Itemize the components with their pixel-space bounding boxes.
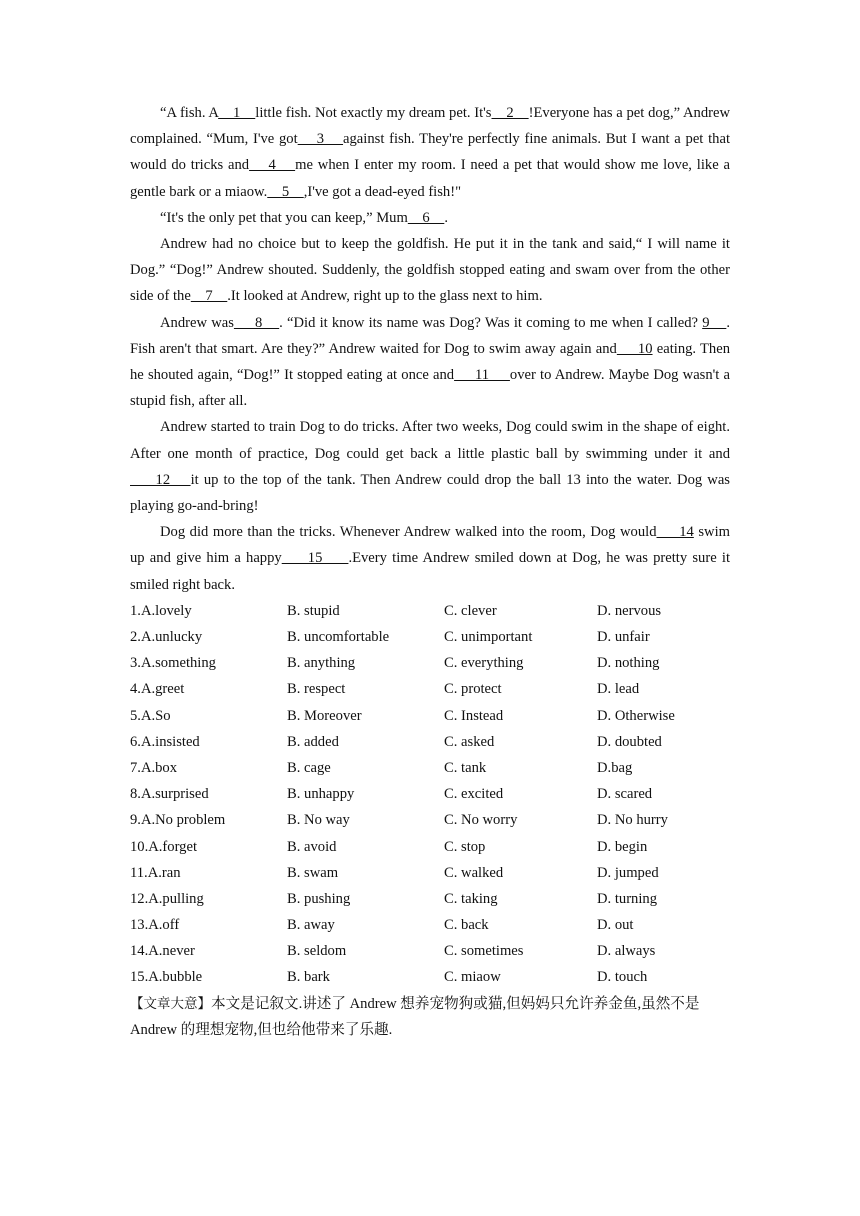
cloze-blank: 11 <box>454 367 510 384</box>
passage-text: .Every time Andrew smiled down at Dog, he was pretty sure it smiled right back. <box>130 550 731 593</box>
option-choice: D. nothing <box>597 655 660 672</box>
option-choice: B. cage <box>287 759 331 776</box>
passage-paragraph <box>130 310 730 415</box>
option-choice: C. Instead <box>444 707 504 724</box>
option-choice: B. bark <box>287 969 330 986</box>
option-row <box>130 860 730 886</box>
option-choice: 10.A.forget <box>130 838 198 855</box>
passage-text: me when I enter my room. I need a pet that would show me love, like a gentle bark or a miaow. <box>130 157 730 200</box>
passage <box>130 100 730 598</box>
passage-text: .It looked at Andrew, right up to the glass next to him. <box>227 288 543 305</box>
option-row <box>130 729 730 755</box>
passage-text: over to Andrew. Maybe Dog wasn't a stupid fish, after all. <box>130 367 730 410</box>
passage-text: . “Did it know its name was Dog? Was it coming to me when I called? <box>279 314 703 331</box>
summary-heading: 【文章大意】 <box>130 995 211 1012</box>
option-choice: D. nervous <box>597 602 662 619</box>
option-row <box>130 781 730 807</box>
option-choice: B. unhappy <box>287 786 355 803</box>
summary-text: 本文是记叙文.讲述了 Andrew 想养宠物狗或猫,但妈妈只允许养金鱼,虽然不是 Andrew 的理想宠物,但也给他带来了乐趣. <box>130 995 700 1038</box>
option-choice: 2.A.unlucky <box>130 629 203 646</box>
option-choice: B. avoid <box>287 838 337 855</box>
option-choice: D. scared <box>597 786 653 803</box>
passage-text: !Everyone has a pet dog,” Andrew complained. “Mum, I've got <box>130 105 731 148</box>
option-choice: 15.A.bubble <box>130 969 203 986</box>
option-row <box>130 807 730 833</box>
passage-paragraph <box>130 100 730 205</box>
option-row <box>130 938 730 964</box>
option-choice: D. begin <box>597 838 648 855</box>
passage-text: . <box>444 209 448 226</box>
passage-paragraph <box>130 205 730 231</box>
option-choice: C. everything <box>444 655 524 672</box>
cloze-blank: 5 <box>267 183 304 200</box>
option-choice: 5.A.So <box>130 707 171 724</box>
option-choice: B. pushing <box>287 890 351 907</box>
option-row <box>130 886 730 912</box>
option-choice: B. seldom <box>287 943 347 960</box>
passage-text: little fish. Not exactly my dream pet. It's <box>255 105 492 121</box>
option-choice: C. excited <box>444 786 504 803</box>
option-choice: D. lead <box>597 681 640 698</box>
option-choice: D. Otherwise <box>597 707 675 724</box>
passage-paragraph <box>130 519 730 598</box>
option-choice: B. Moreover <box>287 707 362 724</box>
option-row <box>130 676 730 702</box>
passage-text: . Fish aren't that smart. Are they?” Andrew waited for Dog to swim away again and <box>130 314 730 357</box>
option-choice: 13.A.off <box>130 917 180 934</box>
document-page <box>130 100 730 1043</box>
cloze-blank: 2 <box>491 105 529 121</box>
option-choice: 1.A.lovely <box>130 602 192 619</box>
passage-text: Andrew was <box>160 314 234 331</box>
option-choice: 6.A.insisted <box>130 733 200 750</box>
option-choice: B. added <box>287 733 339 750</box>
option-choice: C. unimportant <box>444 629 533 646</box>
cloze-blank: 14 <box>656 524 694 541</box>
passage-text: “A fish. A <box>160 105 219 121</box>
option-row <box>130 650 730 676</box>
option-choice: C. walked <box>444 864 504 881</box>
passage-text: Andrew had no choice but to keep the goldfish. He put it in the tank and said,“ I will name it Dog.” “Dog!” Andrew shouted. Suddenly, the goldfish stopped eating and swam over from the other side of the <box>130 236 730 305</box>
option-choice: D. always <box>597 943 656 960</box>
option-choice: C. asked <box>444 733 495 750</box>
option-row <box>130 834 730 860</box>
passage-paragraph <box>130 231 730 310</box>
option-choice: C. No worry <box>444 812 518 829</box>
cloze-blank: 15 <box>281 550 349 567</box>
cloze-blank: 10 <box>616 340 653 357</box>
option-choice: D. touch <box>597 969 648 986</box>
cloze-blank: 7 <box>190 288 228 305</box>
option-choice: 14.A.never <box>130 943 195 960</box>
option-row <box>130 703 730 729</box>
option-choice: 9.A.No problem <box>130 812 226 829</box>
option-choice: D.bag <box>597 759 633 776</box>
options-list <box>130 598 730 991</box>
option-choice: B. away <box>287 917 335 934</box>
option-choice: B. respect <box>287 681 346 698</box>
option-choice: B. No way <box>287 812 350 829</box>
option-choice: C. taking <box>444 890 498 907</box>
option-choice: D. No hurry <box>597 812 668 829</box>
option-row <box>130 624 730 650</box>
passage-text: “It's the only pet that you can keep,” Mum <box>160 209 408 226</box>
option-row <box>130 964 730 990</box>
option-row <box>130 598 730 624</box>
passage-paragraph <box>130 414 730 519</box>
option-row <box>130 912 730 938</box>
passage-text: eating. Then he shouted again, “Dog!” It stopped eating at once and <box>130 340 730 384</box>
option-choice: C. tank <box>444 759 487 776</box>
cloze-blank: 12 <box>130 471 191 488</box>
option-choice: D. jumped <box>597 864 659 881</box>
cloze-blank: 8 <box>233 314 280 331</box>
option-choice: 7.A.box <box>130 759 178 776</box>
option-choice: B. stupid <box>287 602 340 619</box>
option-choice: C. sometimes <box>444 943 524 960</box>
option-row <box>130 755 730 781</box>
passage-text: swim up and give him a happy <box>130 524 730 567</box>
option-choice: C. clever <box>444 602 497 619</box>
option-choice: 3.A.something <box>130 655 216 672</box>
option-choice: B. swam <box>287 864 339 881</box>
option-choice: D. unfair <box>597 629 650 646</box>
option-choice: C. back <box>444 917 489 934</box>
option-choice: D. turning <box>597 890 657 907</box>
passage-text: Dog did more than the tricks. Whenever Andrew walked into the room, Dog would <box>160 524 657 541</box>
cloze-blank: 6 <box>407 209 445 226</box>
option-choice: C. stop <box>444 838 486 855</box>
option-choice: D. out <box>597 917 634 934</box>
option-choice: 12.A.pulling <box>130 890 204 907</box>
option-choice: B. anything <box>287 655 356 672</box>
option-choice: C. protect <box>444 681 502 698</box>
cloze-blank: 4 <box>249 157 296 174</box>
passage-text: Andrew started to train Dog to do tricks. After two weeks, Dog could swim in the shape of eight. After one month of practice, Dog could get back a little plastic ball by swimming under it and <box>130 419 730 462</box>
summary-paragraph <box>130 991 730 1043</box>
cloze-blank: 3 <box>297 131 344 148</box>
option-choice: C. miaow <box>444 969 501 986</box>
cloze-blank: 1 <box>218 105 256 121</box>
option-choice: 11.A.ran <box>130 864 181 881</box>
cloze-blank: 9 <box>702 314 727 331</box>
passage-text: ,I've got a dead-eyed fish!" <box>303 183 462 200</box>
passage-text: it up to the top of the tank. Then Andrew could drop the ball 13 into the water. Dog was playing go-and-bring! <box>130 471 730 515</box>
passage-text: against fish. They're perfectly fine animals. But I want a pet that would do tricks and <box>130 131 731 174</box>
option-choice: 8.A.surprised <box>130 786 209 803</box>
option-choice: B. uncomfortable <box>287 629 390 646</box>
option-choice: D. doubted <box>597 733 662 750</box>
option-choice: 4.A.greet <box>130 681 185 698</box>
